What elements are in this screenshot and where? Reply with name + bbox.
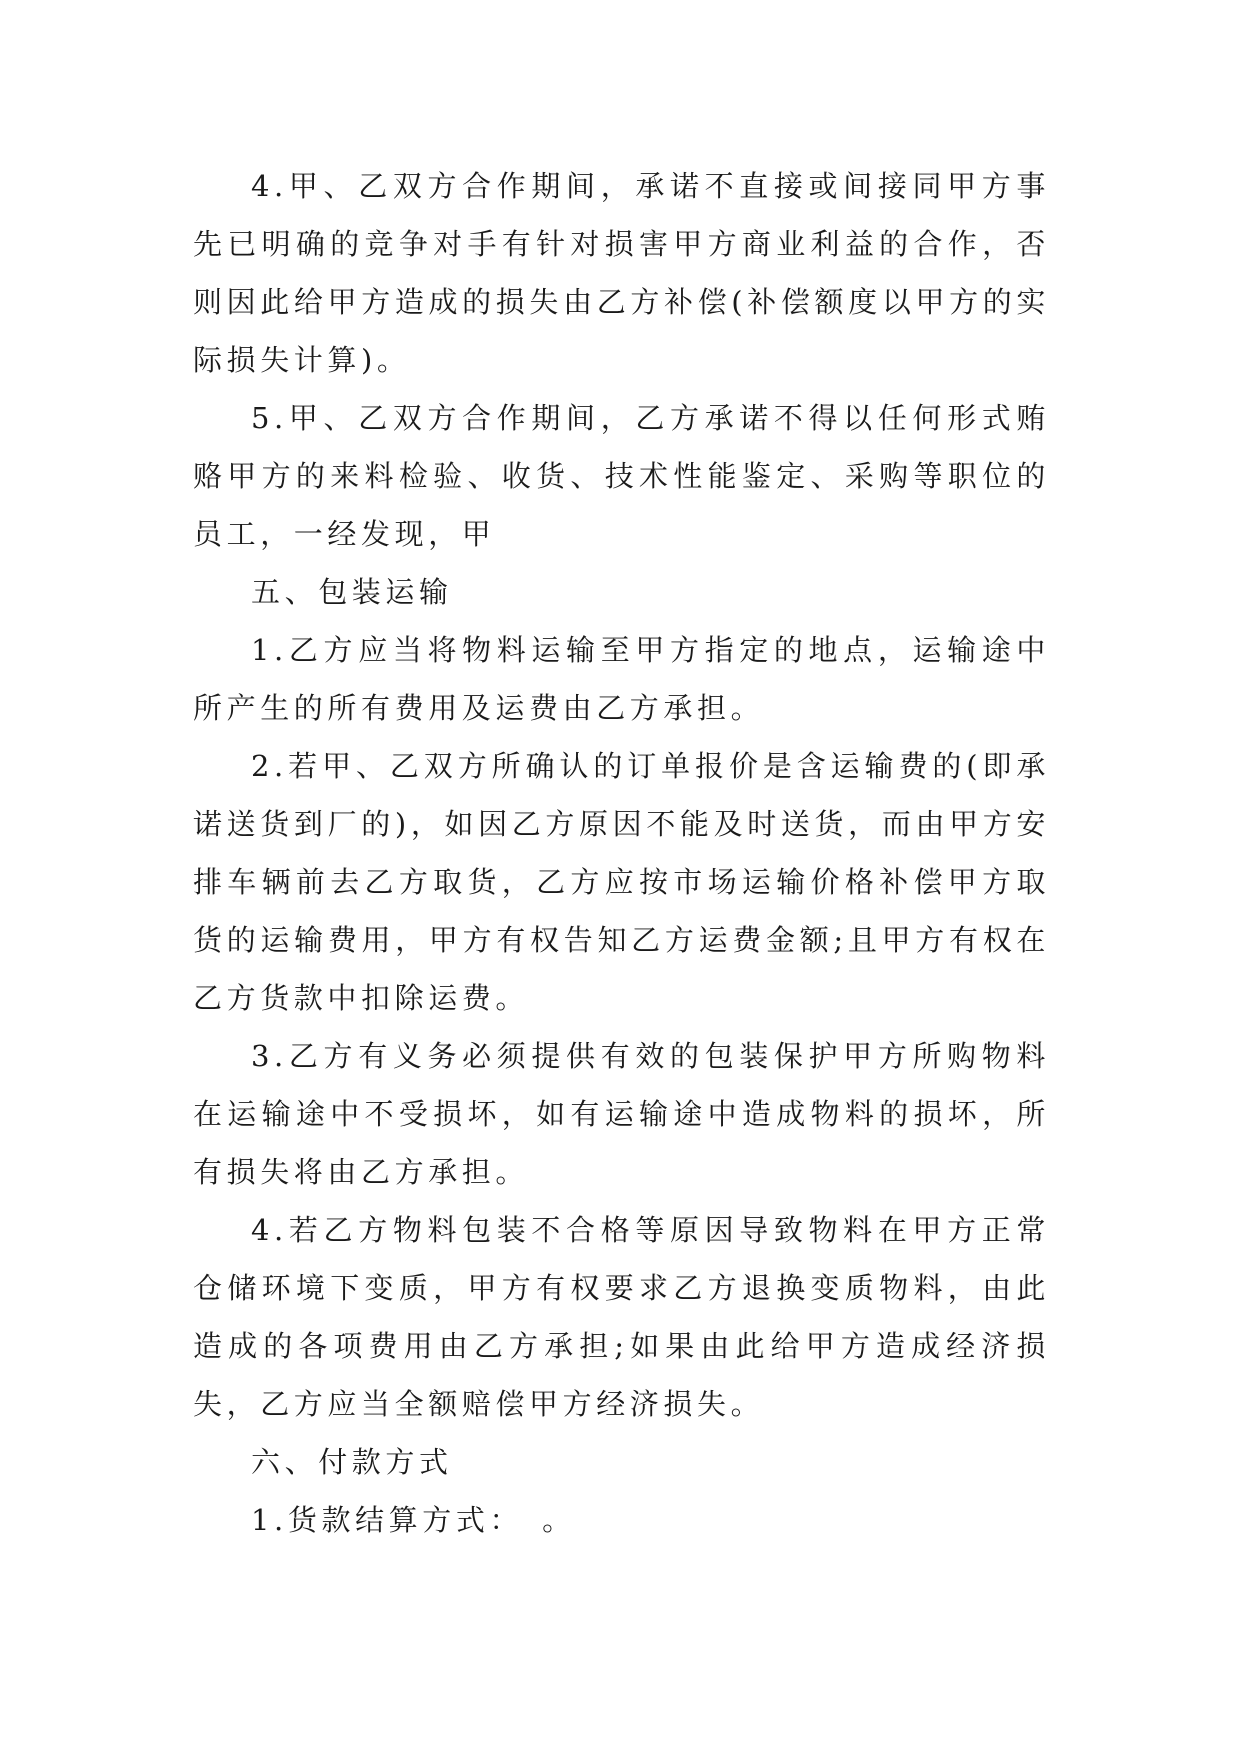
clause-3-packaging-protection: 3.乙方有义务必须提供有效的包装保护甲方所购物料在运输途中不受损坏，如有运输途中造成物料的损坏，所有损失将由乙方承担。 <box>193 1039 1050 1189</box>
clause-4-packaging-defect: 4.若乙方物料包装不合格等原因导致物料在甲方正常仓储环境下变质，甲方有权要求乙方退换变质物料，由此造成的各项费用由乙方承担;如果由此给甲方造成经济损失，乙方应当全额赔偿甲方经济损失。 <box>193 1213 1050 1421</box>
clause-2-transport-fees: 2.若甲、乙双方所确认的订单报价是含运输费的(即承诺送货到厂的)，如因乙方原因不能及时送货，而由甲方安排车辆前去乙方取货，乙方应按市场运输价格补偿甲方取货的运输费用，甲方有权告知乙方运费金额;且甲方有权在乙方货款中扣除运费。 <box>193 749 1050 1015</box>
clause-5-anti-bribery: 5.甲、乙双方合作期间，乙方承诺不得以任何形式贿赂甲方的来料检验、收货、技术性能鉴定、采购等职位的员工，一经发现，甲 <box>193 401 1050 551</box>
section-heading-payment-method: 六、付款方式 <box>251 1445 453 1479</box>
section-heading-packaging-transport: 五、包装运输 <box>251 575 453 609</box>
clause-1-delivery-location: 1.乙方应当将物料运输至甲方指定的地点，运输途中所产生的所有费用及运费由乙方承担。 <box>193 633 1050 725</box>
clause-4-non-compete: 4.甲、乙双方合作期间，承诺不直接或间接同甲方事先已明确的竞争对手有针对损害甲方商业利益的合作，否则因此给甲方造成的损失由乙方补偿(补偿额度以甲方的实际损失计算)。 <box>193 169 1050 377</box>
clause-1-settlement-method: 1.货款结算方式： 。 <box>251 1503 576 1537</box>
document-body <box>193 157 1050 1549</box>
